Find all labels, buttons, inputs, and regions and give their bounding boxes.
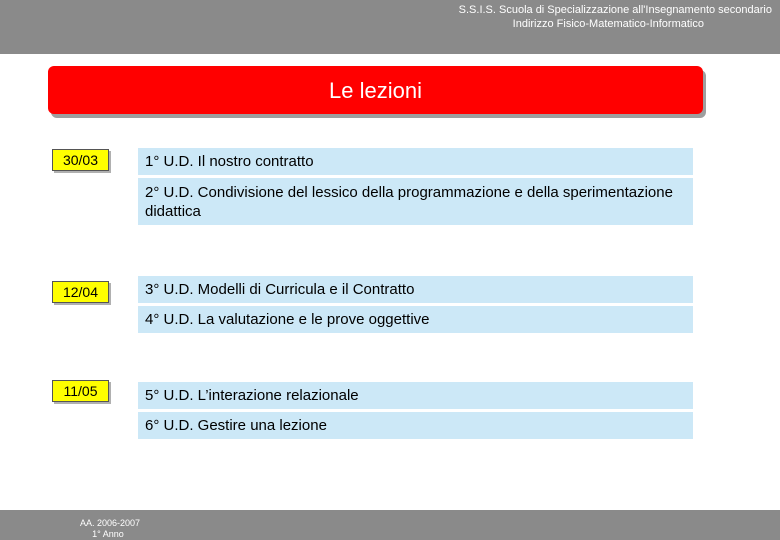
lesson-item-text: 6° U.D. Gestire una lezione — [145, 417, 327, 434]
lesson-item-text: 3° U.D. Modelli di Curricula e il Contratto — [145, 281, 415, 298]
slide-title: Le lezioni — [48, 66, 703, 114]
footer-academic-year: AA. 2006-2007 — [79, 518, 141, 528]
footer-bar — [0, 510, 780, 540]
header-school-name: S.S.I.S. Scuola di Specializzazione all'Insegnamento secondario — [458, 4, 772, 16]
lesson-item — [138, 276, 693, 303]
footer-year-level: 1° Anno — [92, 529, 124, 539]
date-label: 12/04 — [52, 281, 109, 303]
header-track-name: Indirizzo Fisico-Matematico-Informatico — [512, 18, 704, 30]
lesson-item — [138, 306, 693, 333]
date-label: 11/05 — [52, 380, 109, 402]
header-bar — [0, 0, 780, 54]
lesson-item-text: 5° U.D. L’interazione relazionale — [145, 387, 359, 404]
lesson-item — [138, 382, 693, 409]
lesson-item — [138, 178, 693, 225]
lesson-item-text: 4° U.D. La valutazione e le prove oggettive — [145, 311, 430, 328]
lesson-item-text: 2° U.D. Condivisione del lessico della programmazione e della sperimentazione didattica — [145, 183, 673, 220]
lesson-item — [138, 412, 693, 439]
date-label: 30/03 — [52, 149, 109, 171]
lesson-item-text: 1° U.D. Il nostro contratto — [145, 153, 314, 170]
lesson-item — [138, 148, 693, 175]
